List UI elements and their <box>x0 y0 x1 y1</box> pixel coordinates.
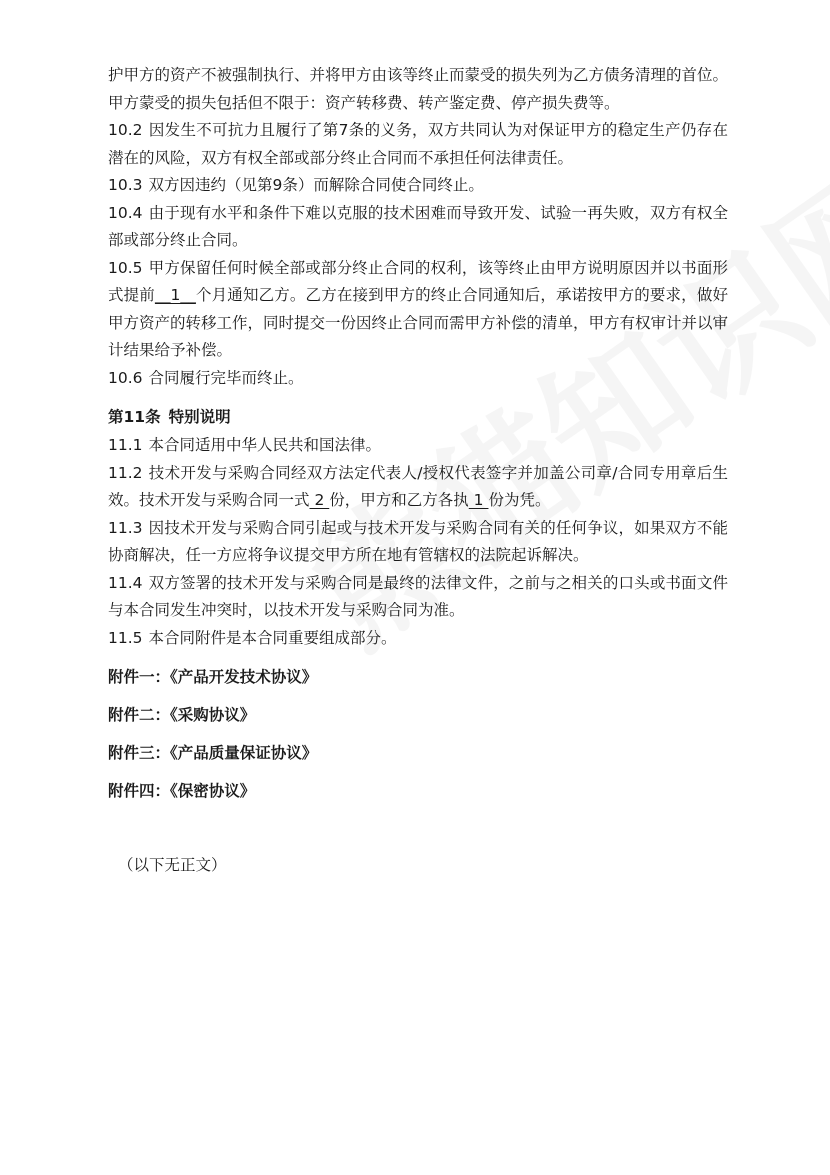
clause-10-6 <box>108 365 728 393</box>
clause-11-1 <box>108 432 728 460</box>
clause-number: 11.1 <box>108 436 143 454</box>
clause-10-5 <box>108 255 728 365</box>
clause-number: 10.6 <box>108 368 143 387</box>
clause-text: 双方因违约（见第9条）而解除合同使合同终止。 <box>148 176 484 194</box>
clause-10-2 <box>108 117 728 172</box>
clause-11-3 <box>108 515 728 570</box>
attachment-item: 附件四：《保密协议》 <box>108 782 256 800</box>
clause-number: 11.2 <box>108 463 143 482</box>
attachment-list <box>108 658 728 810</box>
clause-text-end: 份为凭。 <box>488 491 551 509</box>
clause-10-4 <box>108 200 728 255</box>
clause-text: 双方签署的技术开发与采购合同是最终的法律文件，之前与之相关的口头或书面文件与本合同发生冲突时，以技术开发与采购合同为准。 <box>108 573 728 619</box>
copies-each-blank: 1 <box>468 491 489 509</box>
clause-11-4 <box>108 570 728 625</box>
clause-number: 11.5 <box>108 628 143 647</box>
clause-text: 因技术开发与采购合同引起或与技术开发与采购合同有关的任何争议，如果双方不能协商解决，任一方应将争议提交甲方所在地有管辖权的法院起诉解决。 <box>108 518 728 564</box>
section-11-heading <box>108 402 728 432</box>
end-note: （以下无正文） <box>118 856 227 874</box>
clause-number: 10.4 <box>108 203 143 222</box>
months-blank: __1__ <box>154 286 196 304</box>
clause-text: 合同履行完毕而终止。 <box>148 368 304 387</box>
clause-number: 11.3 <box>108 518 143 537</box>
clause-11-2 <box>108 460 728 515</box>
clause-number: 10.5 <box>108 258 143 277</box>
clause-text: 本合同附件是本合同重要组成部分。 <box>148 628 397 647</box>
clause-text: 因发生不可抗力且履行了第7条的义务，双方共同认为对保证甲方的稳定生产仍存在潜在的风险，双方有权全部或部分终止合同而不承担任何法律责任。 <box>108 121 728 167</box>
attachment-item: 附件三：《产品质量保证协议》 <box>108 744 318 762</box>
clause-number: 11.4 <box>108 573 143 592</box>
clause-10-3 <box>108 172 728 200</box>
section-label: 第11条 <box>108 408 161 426</box>
clause-11-5 <box>108 625 728 653</box>
attachment-item: 附件二：《采购协议》 <box>108 706 256 724</box>
clause-text: 本合同适用中华人民共和国法律。 <box>148 436 382 454</box>
clause-text-mid: 份，甲方和乙方各执 <box>329 491 469 509</box>
clause-text-cont: 个月通知乙方。乙方在接到甲方的终止合同通知后，承诺按甲方的要求，做好甲方资产的转移工作，同时提交一份因终止合同而需甲方补偿的清单，甲方有权审计并以审计结果给予补偿。 <box>108 286 729 359</box>
section-title: 特别说明 <box>168 408 231 426</box>
copies-total-blank: 2 <box>309 491 330 509</box>
attachment-item: 附件一：《产品开发技术协议》 <box>108 668 318 686</box>
intro-paragraph: 护甲方的资产不被强制执行、并将甲方由该等终止而蒙受的损失列为乙方债务清理的首位。甲方蒙受的损失包括但不限于：资产转移费、转产鉴定费、停产损失费等。 <box>108 66 729 112</box>
clause-text: 技术开发与采购合同经双方法定代表人/授权代表签字并加盖公司章/合同专用章后生效。技术开发与采购合同一式 <box>108 463 728 509</box>
clause-number: 10.3 <box>108 176 143 194</box>
clause-number: 10.2 <box>108 121 143 139</box>
document-page <box>108 62 728 880</box>
clause-text: 甲方保留任何时候全部或部分终止合同的权利，该等终止由甲方说明原因并以书面形式提前 <box>108 258 728 304</box>
clause-text: 由于现有水平和条件下难以克服的技术困难而导致开发、试验一再失败，双方有权全部或部分终止合同。 <box>108 203 728 249</box>
